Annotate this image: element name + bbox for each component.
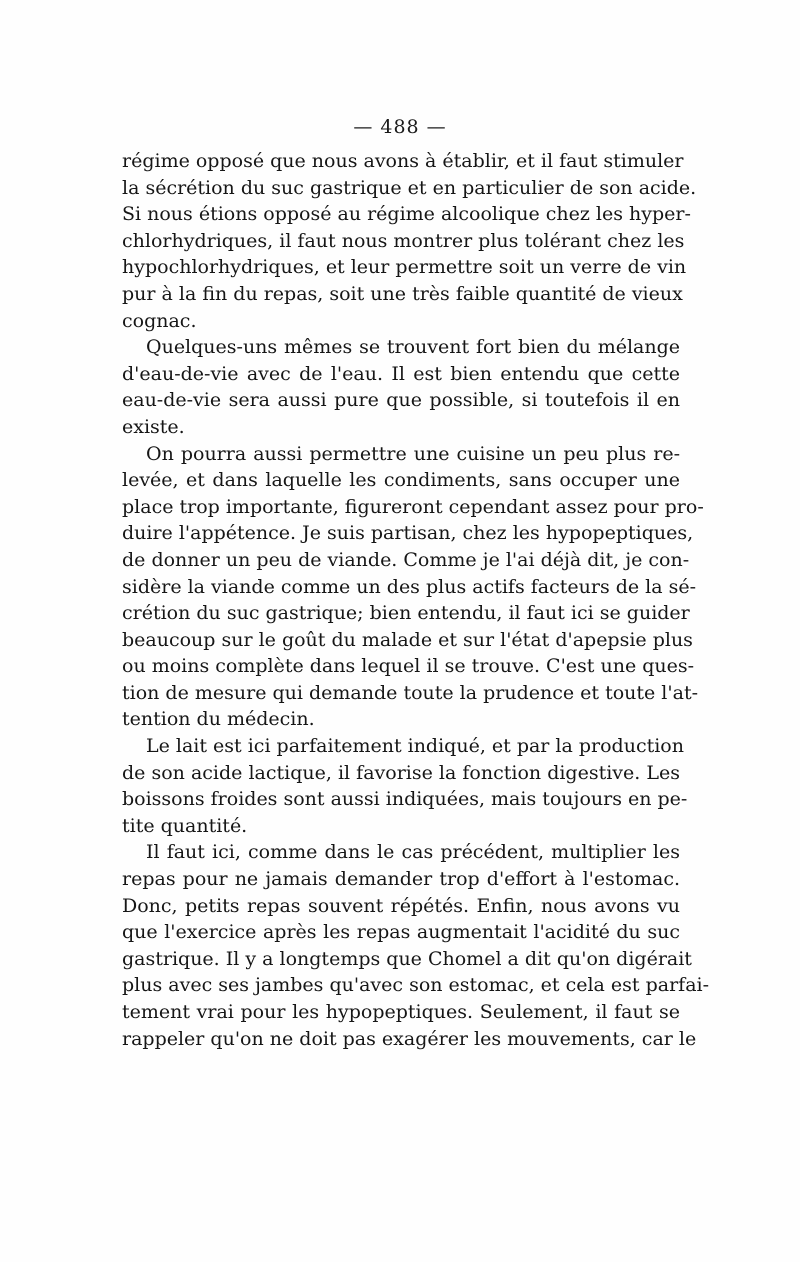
text-line: crétion du suc gastrique; bien entendu, il faut ici se guider bbox=[122, 602, 690, 625]
text-line: tite quantité. bbox=[122, 814, 248, 837]
text-line: levée, et dans laquelle les condiments, sans occuper une bbox=[122, 469, 680, 492]
text-line: beaucoup sur le goût du malade et sur l'état d'apepsie plus bbox=[122, 628, 693, 651]
body-text bbox=[122, 148, 710, 1052]
text-line: On pourra aussi permettre une cuisine un peu plus re- bbox=[146, 442, 680, 465]
text-line: de son acide lactique, il favorise la fonction digestive. Les bbox=[122, 761, 680, 784]
text-line: d'eau-de-vie avec de l'eau. Il est bien entendu que cette bbox=[122, 362, 680, 385]
text-line: de donner un peu de viande. Comme je l'ai déjà dit, je con- bbox=[122, 548, 690, 571]
text-line: hypochlorhydriques, et leur permettre soit un verre de vin bbox=[122, 256, 687, 279]
text-line: duire l'appétence. Je suis partisan, chez les hypopeptiques, bbox=[122, 522, 694, 545]
text-line: pur à la fin du repas, soit une très faible quantité de vieux bbox=[122, 282, 683, 305]
text-line: Il faut ici, comme dans le cas précédent, multiplier les bbox=[146, 841, 680, 864]
text-line: Le lait est ici parfaitement indiqué, et par la production bbox=[146, 735, 684, 758]
text-line: tention du médecin. bbox=[122, 708, 315, 731]
text-line: ou moins complète dans lequel il se trouve. C'est une ques- bbox=[122, 655, 695, 678]
text-line: place trop importante, figureront cependant assez pour pro- bbox=[122, 495, 704, 518]
text-line: rappeler qu'on ne doit pas exagérer les mouvements, car le bbox=[122, 1027, 697, 1050]
text-line: Quelques-uns mêmes se trouvent fort bien du mélange bbox=[146, 336, 680, 359]
page-number: — 488 — bbox=[353, 116, 447, 138]
text-line: eau-de-vie sera aussi pure que possible, si toutefois il en bbox=[122, 389, 680, 412]
text-line: sidère la viande comme un des plus actifs facteurs de la sé- bbox=[122, 575, 697, 598]
text-line: tion de mesure qui demande toute la prudence et toute l'at- bbox=[122, 681, 698, 704]
text-line: que l'exercice après les repas augmentait l'acidité du suc bbox=[122, 921, 680, 944]
text-line: gastrique. Il y a longtemps que Chomel a dit qu'on digérait bbox=[122, 947, 692, 970]
text-line: plus avec ses jambes qu'avec son estomac, et cela est parfai- bbox=[122, 974, 710, 997]
text-line: cognac. bbox=[122, 309, 197, 332]
text-line: Donc, petits repas souvent répétés. Enfin, nous avons vu bbox=[122, 894, 680, 917]
text-line: boissons froides sont aussi indiquées, mais toujours en pe- bbox=[122, 788, 688, 811]
text-line: régime opposé que nous avons à établir, et il faut stimuler bbox=[122, 150, 684, 172]
text-line: chlorhydriques, il faut nous montrer plus tolérant chez les bbox=[122, 229, 685, 252]
text-line: existe. bbox=[122, 415, 185, 438]
text-line: tement vrai pour les hypopeptiques. Seulement, il faut se bbox=[122, 1001, 680, 1023]
text-line: repas pour ne jamais demander trop d'effort à l'estomac. bbox=[122, 868, 680, 891]
text-line: Si nous étions opposé au régime alcoolique chez les hyper- bbox=[122, 203, 691, 226]
text-line: la sécrétion du suc gastrique et en particulier de son acide. bbox=[122, 176, 697, 199]
